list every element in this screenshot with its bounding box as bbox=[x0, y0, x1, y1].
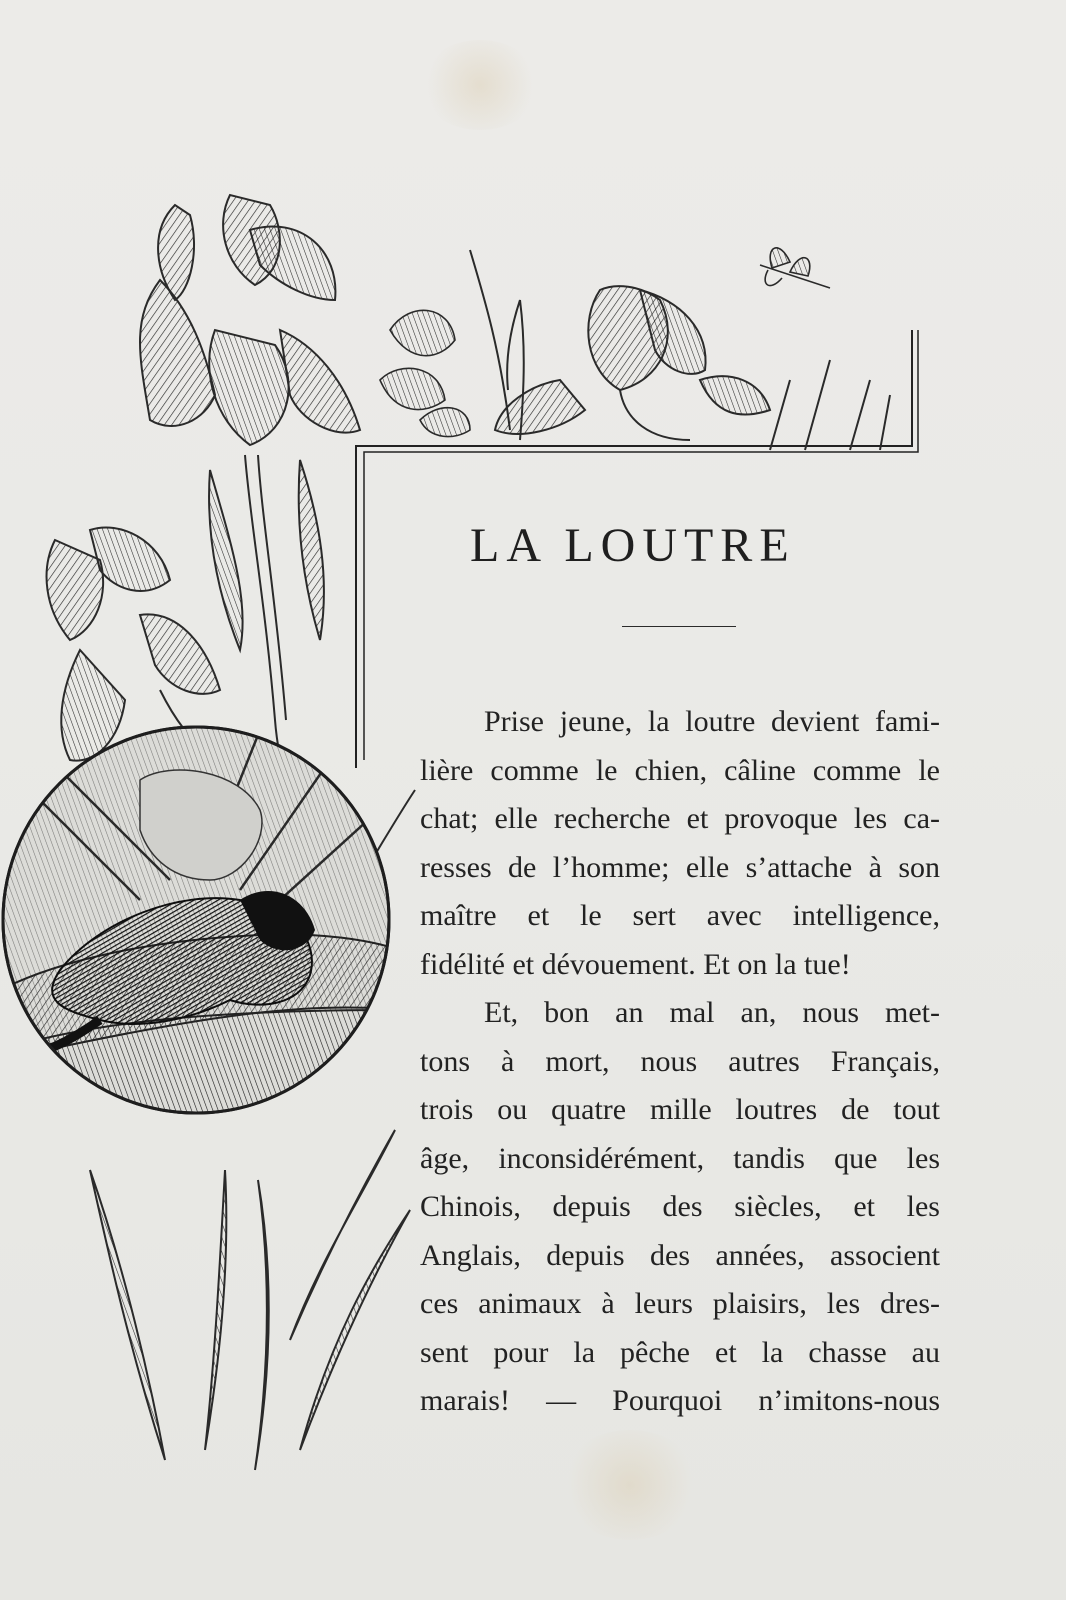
foliage-top bbox=[380, 310, 470, 436]
iris-top-right bbox=[470, 250, 890, 450]
text-line: chat; elle recherche et provoque les ca- bbox=[420, 802, 940, 835]
title-rule bbox=[622, 626, 736, 627]
text-line: lière comme le chien, câline comme le bbox=[420, 753, 940, 787]
text-line: fidélité et dévouement. Et on la tue! bbox=[420, 947, 851, 981]
dragonfly-icon bbox=[760, 248, 830, 288]
text-line: Et, bon an mal an, nous met- bbox=[484, 996, 940, 1029]
text-line: ces animaux à leurs plaisirs, les dres- bbox=[420, 1287, 940, 1320]
text-line: tons à mort, nous autres Français, bbox=[420, 1044, 940, 1078]
text-line: âge, inconsidérément, tandis que les bbox=[420, 1141, 940, 1175]
text-line: Anglais, depuis des années, associent bbox=[420, 1238, 940, 1272]
text-line: trois ou quatre mille loutres de tout bbox=[420, 1093, 940, 1126]
page-title: LA LOUTRE bbox=[470, 519, 796, 572]
body-text bbox=[420, 698, 940, 1426]
text-line: Prise jeune, la loutre devient fami- bbox=[484, 705, 940, 738]
text-line: marais! — Pourquoi n’imitons-nous bbox=[420, 1384, 940, 1417]
text-line: sent pour la pêche et la chasse au bbox=[420, 1335, 940, 1369]
otter-vignette bbox=[0, 720, 400, 1120]
text-line: maître et le sert avec intelligence, bbox=[420, 899, 940, 932]
text-line: resses de l’homme; elle s’attache à son bbox=[420, 850, 940, 884]
text-line: Chinois, depuis des siècles, et les bbox=[420, 1190, 940, 1223]
